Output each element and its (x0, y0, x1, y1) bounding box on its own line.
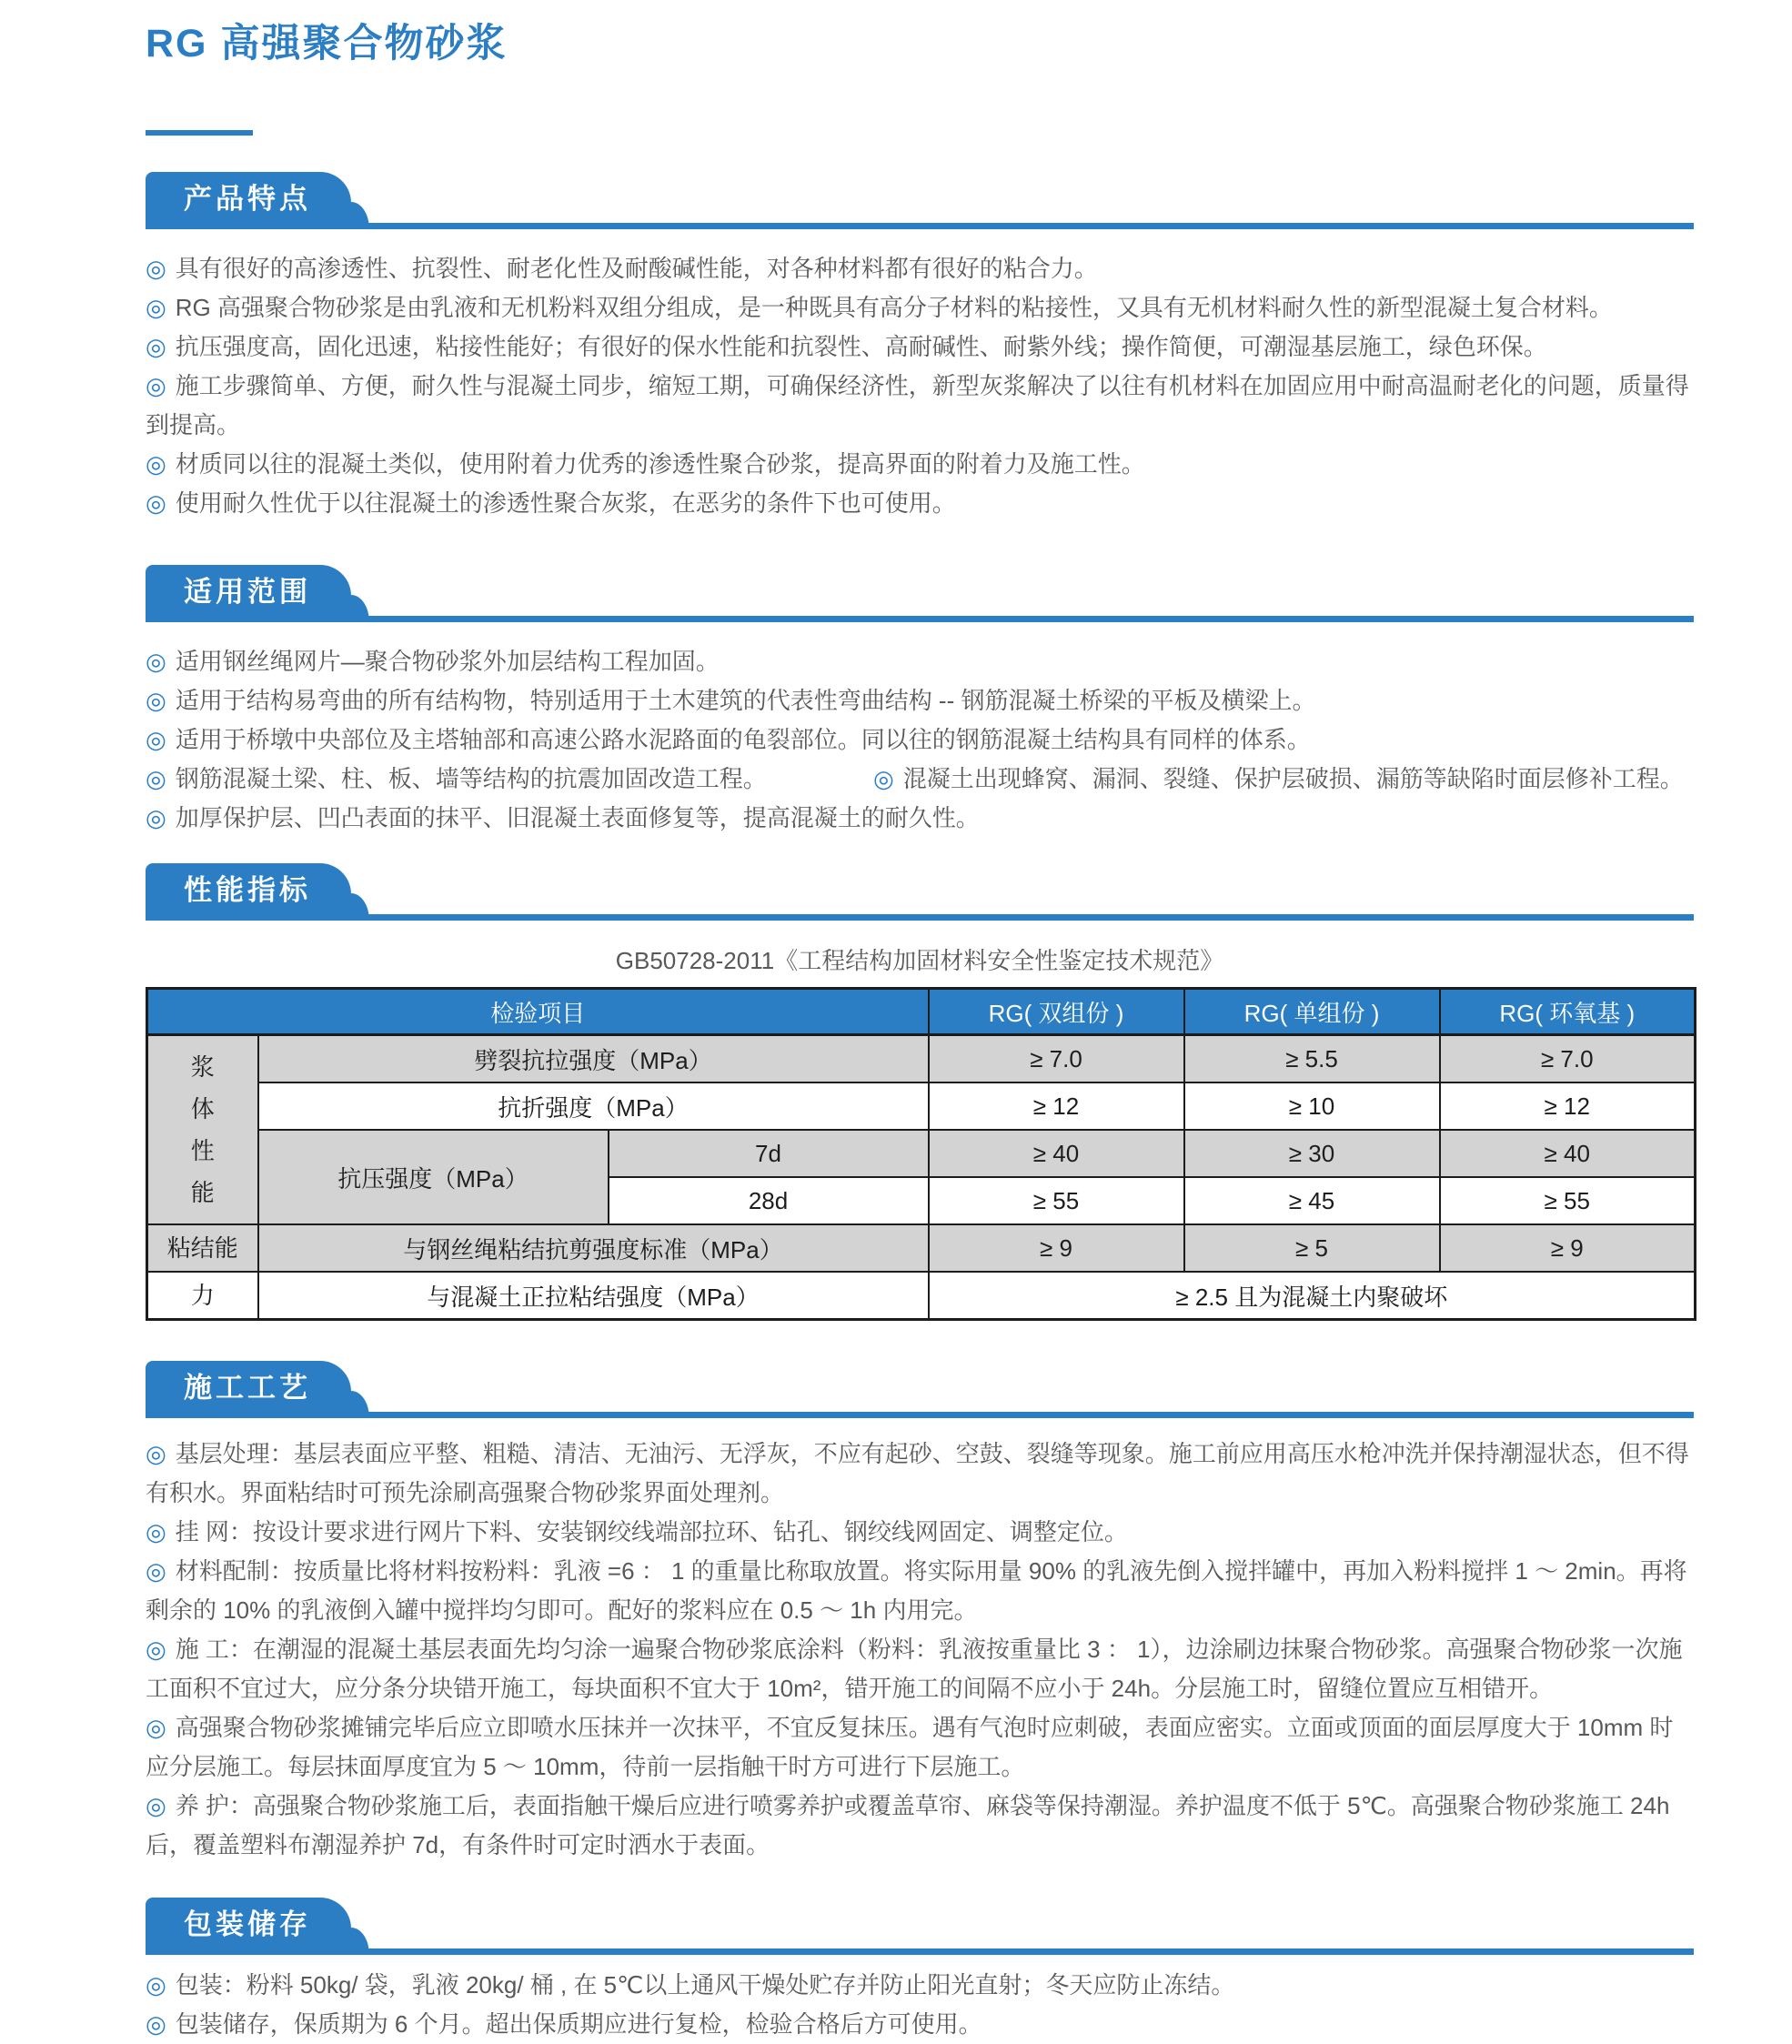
table-cell-item: 劈裂抗拉强度（MPa） (258, 1035, 929, 1083)
bullet-mark-icon: ◎ (146, 1440, 166, 1468)
table-cell-sub: 7d (609, 1130, 929, 1177)
bullet-item (146, 681, 1694, 720)
bullet-text: 具有很好的高渗透性、抗裂性、耐老化性及耐酸碱性能，对各种材料都有很好的粘合力。 (175, 255, 1098, 283)
bullet-mark-icon: ◎ (146, 765, 166, 793)
bullet-item (146, 642, 1694, 681)
section-rule (146, 616, 1694, 622)
bullet-mark-icon: ◎ (146, 1518, 166, 1546)
bullet-mark-icon: ◎ (146, 1714, 166, 1742)
table-cell-value-merged: ≥ 2.5 且为混凝土内聚破坏 (929, 1272, 1696, 1320)
row-group-label: 浆体性能 (147, 1035, 258, 1225)
table-caption: GB50728-2011《工程结构加固材料安全性鉴定技术规范》 (615, 947, 1224, 975)
bullet-text: 养 护：高强聚合物砂浆施工后，表面指触干燥后应进行喷雾养护或覆盖草帘、麻袋等保持潮湿。养护温度不低于 5℃。高强聚合物砂浆施工 24h 后，覆盖塑料布潮湿养护 7d，有条件时可定时洒水于表面。 (146, 1792, 1670, 1859)
section-rule (146, 1948, 1694, 1955)
process-bullet-list (146, 1435, 1694, 1865)
table-row (147, 1272, 1696, 1320)
table-cell-value: ≥ 12 (1440, 1082, 1696, 1130)
page-title: RG 高强聚合物砂浆 (146, 22, 508, 65)
packaging-bullet-list (146, 1966, 1694, 2044)
bullet-text: 施 工：在潮湿的混凝土基层表面先均匀涂一遍聚合物砂浆底涂料（粉料：乳液按重量比 3 ： 1），边涂刷边抹聚合物砂浆。高强聚合物砂浆一次施工面积不宜过大，应分条分块错开施工，每块面积不宜大于 10m²，错开施工的间隔不应小于 24h。分层施工时，留缝位置应互相错开。 (146, 1636, 1683, 1703)
bullet-text: 施工步骤简单、方便，耐久性与混凝土同步，缩短工期，可确保经济性，新型灰浆解决了以往有机材料在加固应用中耐高温耐老化的问题，质量得到提高。 (146, 372, 1689, 439)
table-header-cell: RG( 环氧基 ) (1440, 989, 1696, 1035)
bullet-text: 基层处理：基层表面应平整、粗糙、清洁、无油污、无浮灰，不应有起砂、空鼓、裂缝等现象。施工前应用高压水枪冲洗并保持潮湿状态，但不得有积水。界面粘结时可预先涂刷高强聚合物砂浆界面处理剂。 (146, 1440, 1689, 1507)
table-header-cell: 检验项目 (147, 989, 929, 1035)
bullet-text: 适用钢丝绳网片—聚合物砂浆外加层结构工程加固。 (175, 648, 720, 676)
table-cell-value: ≥ 7.0 (929, 1035, 1184, 1083)
bullet-mark-icon: ◎ (146, 726, 166, 754)
bullet-item (146, 484, 1694, 523)
table-cell-item: 与混凝土正拉粘结强度（MPa） (258, 1272, 929, 1320)
table-cell-value: ≥ 12 (929, 1082, 1184, 1130)
product-datasheet-page (0, 22, 1792, 2042)
bullet-mark-icon: ◎ (146, 1557, 166, 1586)
bullet-mark-icon: ◎ (146, 648, 166, 676)
table-header-cell: RG( 单组份 ) (1184, 989, 1440, 1035)
bullet-text: 包装：粉料 50kg/ 袋，乳液 20kg/ 桶 , 在 5℃以上通风干燥处贮存并防止阳光直射；冬天应防止冻结。 (175, 1971, 1235, 1999)
row-group-label: 粘结能 (147, 1224, 258, 1272)
bullet-mark-icon: ◎ (146, 255, 166, 283)
table-row (147, 1224, 1696, 1272)
bullet-mark-icon: ◎ (873, 765, 894, 793)
bullet-item (146, 1966, 1694, 2005)
table-header-row (147, 989, 1696, 1035)
bullet-item (146, 1708, 1694, 1787)
table-cell-value: ≥ 55 (1440, 1177, 1696, 1224)
performance-table (146, 987, 1696, 1321)
table-cell-item: 抗折强度（MPa） (258, 1082, 929, 1130)
section-header-performance (146, 863, 1694, 921)
section-tab-performance: 性能指标 (146, 863, 351, 921)
section-rule (146, 1412, 1694, 1418)
table-header-cell: RG( 双组份 ) (929, 989, 1184, 1035)
bullet-text: 适用于结构易弯曲的所有结构物，特别适用于土木建筑的代表性弯曲结构 -- 钢筋混凝土桥梁的平板及横梁上。 (175, 687, 1316, 715)
table-cell-item: 与钢丝绳粘结抗剪强度标准（MPa） (258, 1224, 929, 1272)
bullet-item (146, 1552, 1694, 1630)
bullet-item (146, 1513, 1694, 1552)
bullet-text: RG 高强聚合物砂浆是由乳液和无机粉料双组分组成，是一种既具有高分子材料的粘接性，又具有无机材料耐久性的新型混凝土复合材料。 (175, 294, 1613, 322)
table-cell-value: ≥ 40 (929, 1130, 1184, 1177)
bullet-text: 抗压强度高，固化迅速，粘接性能好；有很好的保水性能和抗裂性、高耐碱性、耐紫外线；操作简便，可潮湿基层施工，绿色环保。 (175, 333, 1547, 361)
section-tab-packaging: 包装储存 (146, 1898, 351, 1955)
features-bullet-list (146, 249, 1694, 523)
bullet-item (146, 327, 1694, 367)
table-cell-value: ≥ 55 (929, 1177, 1184, 1224)
bullet-text: 高强聚合物砂浆摊铺完毕后应立即喷水压抹并一次抹平，不宜反复抹压。遇有气泡时应刺破，表面应密实。立面或顶面的面层厚度大于 10mm 时应分层施工。每层抹面厚度宜为 5 ～ 10mm，待前一层指触干时方可进行下层施工。 (146, 1714, 1674, 1781)
bullet-item (146, 720, 1694, 760)
bullet-item (146, 288, 1694, 327)
scope-bullet-list (146, 642, 1694, 838)
table-cell-value: ≥ 40 (1440, 1130, 1696, 1177)
bullet-mark-icon: ◎ (146, 333, 166, 361)
table-row (147, 1082, 1696, 1130)
section-tab-features: 产品特点 (146, 172, 351, 229)
table-cell-value: ≥ 10 (1184, 1082, 1440, 1130)
bullet-text: 加厚保护层、凹凸表面的抹平、旧混凝土表面修复等，提高混凝土的耐久性。 (175, 804, 980, 832)
bullet-text: 材质同以往的混凝土类似，使用附着力优秀的渗透性聚合砂浆，提高界面的附着力及施工性。 (175, 450, 1145, 478)
table-row (147, 1035, 1696, 1083)
bullet-item (146, 249, 1694, 288)
bullet-item (146, 1630, 1694, 1708)
section-rule (146, 914, 1694, 921)
table-cell-value: ≥ 9 (1440, 1224, 1696, 1272)
table-cell-sub: 28d (609, 1177, 929, 1224)
bullet-item (146, 799, 1694, 838)
bullet-mark-icon: ◎ (146, 1636, 166, 1664)
bullet-text: 适用于桥墩中央部位及主塔轴部和高速公路水泥路面的龟裂部位。同以往的钢筋混凝土结构具有同样的体系。 (175, 726, 1311, 754)
bullet-item (873, 760, 1684, 799)
bullet-mark-icon: ◎ (146, 489, 166, 518)
table-cell-value: ≥ 30 (1184, 1130, 1440, 1177)
bullet-mark-icon: ◎ (146, 450, 166, 478)
bullet-text: 材料配制：按质量比将材料按粉料：乳液 =6 ： 1 的重量比称取放置。将实际用量 90% 的乳液先倒入搅拌罐中，再加入粉料搅拌 1 ～ 2min。再将剩余的 10% 的乳液倒入罐中搅拌均匀即可。配好的浆料应在 0.5 ～ 1h 内用完。 (146, 1557, 1687, 1625)
section-tab-process: 施工工艺 (146, 1361, 351, 1418)
bullet-item (146, 1787, 1694, 1865)
section-header-features (146, 172, 1694, 229)
section-rule (146, 223, 1694, 229)
bullet-text: 混凝土出现蜂窝、漏洞、裂缝、保护层破损、漏筋等缺陷时面层修补工程。 (902, 765, 1684, 793)
bullet-item (146, 445, 1694, 484)
title-underline (146, 130, 253, 136)
table-cell-value: ≥ 5 (1184, 1224, 1440, 1272)
bullet-item (146, 2005, 1694, 2044)
table-cell-value: ≥ 7.0 (1440, 1035, 1696, 1083)
bullet-mark-icon: ◎ (146, 1971, 166, 1999)
bullet-text: 包装储存，保质期为 6 个月。超出保质期应进行复检，检验合格后方可使用。 (175, 2010, 982, 2039)
bullet-mark-icon: ◎ (146, 294, 166, 322)
table-cell-value: ≥ 5.5 (1184, 1035, 1440, 1083)
bullet-item (146, 1435, 1694, 1513)
table-cell-item: 抗压强度（MPa） (258, 1130, 609, 1224)
table-cell-value: ≥ 9 (929, 1224, 1184, 1272)
bullet-dual-row (146, 760, 1694, 799)
table-row (147, 1130, 1696, 1177)
section-tab-scope: 适用范围 (146, 565, 351, 622)
bullet-text: 挂 网：按设计要求进行网片下料、安装钢绞线端部拉环、钻孔、钢绞线网固定、调整定位。 (175, 1518, 1128, 1546)
section-header-scope (146, 565, 1694, 622)
bullet-mark-icon: ◎ (146, 687, 166, 715)
bullet-mark-icon: ◎ (146, 1792, 166, 1820)
section-header-packaging (146, 1898, 1694, 1955)
bullet-text: 使用耐久性优于以往混凝土的渗透性聚合灰浆，在恶劣的条件下也可使用。 (175, 489, 956, 518)
table-cell-value: ≥ 45 (1184, 1177, 1440, 1224)
bullet-mark-icon: ◎ (146, 2010, 166, 2039)
row-group-label: 力 (147, 1272, 258, 1320)
bullet-text: 钢筋混凝土梁、柱、板、墙等结构的抗震加固改造工程。 (175, 765, 767, 793)
bullet-mark-icon: ◎ (146, 804, 166, 832)
bullet-item (146, 760, 873, 799)
section-header-process (146, 1361, 1694, 1418)
bullet-item (146, 367, 1694, 445)
bullet-mark-icon: ◎ (146, 372, 166, 400)
